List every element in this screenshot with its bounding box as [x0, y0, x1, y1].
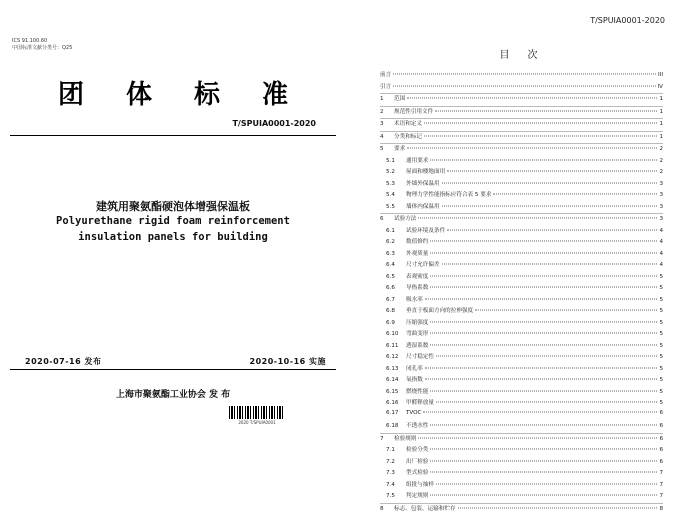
toc-leader-dots: [423, 411, 657, 412]
toc-entry-label: TVOC: [406, 410, 421, 416]
toc-entry-number: 7.3: [386, 470, 406, 476]
toc-entry[interactable]: [380, 143, 663, 156]
toc-leader-dots: [430, 344, 657, 345]
toc-entry-label: 表观密度: [406, 272, 428, 280]
toc-leader-dots: [430, 425, 657, 426]
toc-entry-label: 垂直于板面方向的拉伸强度: [406, 306, 473, 314]
toc-entry-number: 7.4: [386, 482, 406, 488]
ccs-code: 中国标准文献分类号：Q25: [12, 45, 72, 52]
toc-entry-number: 6: [380, 216, 394, 222]
title-char: 标: [194, 74, 220, 111]
toc-entry[interactable]: [380, 295, 663, 307]
toc-entry-page: 6: [659, 447, 663, 453]
toc-leader-dots: [393, 74, 656, 75]
toc-entry-number: 3: [380, 121, 394, 127]
toc-entry[interactable]: [380, 410, 663, 422]
document-title-chinese: 建筑用聚氨酯硬泡体增强保温板: [0, 198, 346, 214]
toc-entry-number: 1: [380, 96, 394, 102]
toc-entry-page: 1: [659, 96, 663, 102]
toc-entry[interactable]: [380, 70, 663, 82]
document-title-english: Polyurethane rigid foam reinforcement insulation panels for building: [30, 213, 316, 245]
title-char: 准: [262, 74, 288, 111]
toc-entry-number: 5.2: [386, 169, 406, 175]
barcode-text: 2020 T/SPUIA0001: [229, 420, 285, 425]
title-char: 体: [126, 74, 152, 111]
toc-entry-number: 5.3: [386, 181, 406, 187]
toc-entry[interactable]: [380, 352, 663, 364]
toc-entry[interactable]: [380, 167, 663, 179]
toc-leader-dots: [475, 310, 657, 311]
toc-entry[interactable]: [380, 179, 663, 191]
toc-entry-number: 6.6: [386, 285, 406, 291]
toc-entry-page: 5: [659, 331, 663, 337]
toc-entry[interactable]: [380, 237, 663, 249]
cover-page: [0, 0, 346, 472]
toc-entry-label: 氧指数: [406, 375, 423, 383]
toc-leader-dots: [430, 159, 657, 160]
toc-leader-dots: [425, 298, 658, 299]
toc-entry-label: 判定规则: [406, 491, 428, 499]
toc-entry-page: 8: [659, 506, 663, 512]
divider: [10, 369, 336, 370]
toc-entry-page: 2: [659, 146, 663, 152]
toc-entry-page: 4: [659, 262, 663, 268]
toc-entry-label: 术语和定义: [394, 119, 422, 127]
standard-type-title: [58, 74, 288, 111]
toc-entry-page: 6: [659, 436, 663, 442]
toc-entry-page: 1: [659, 109, 663, 115]
toc-leader-dots: [430, 495, 657, 496]
toc-entry-number: 6.9: [386, 320, 406, 326]
toc-entry[interactable]: [380, 82, 663, 94]
toc-entry-page: 3: [659, 181, 663, 187]
toc-entry-page: 5: [659, 297, 663, 303]
toc-entry-label: 标志、包装、运输和贮存: [394, 504, 456, 512]
toc-entry-label: 甲醛释放量: [406, 398, 434, 406]
toc-leader-dots: [447, 171, 657, 172]
toc-entry-number: 4: [380, 134, 394, 140]
toc-entry[interactable]: [380, 445, 663, 457]
toc-entry-label: 外墙外保温用: [406, 179, 440, 187]
barcode-image: [229, 406, 285, 419]
toc-entry-number: 6.3: [386, 251, 406, 257]
toc-leader-dots: [430, 333, 657, 334]
toc-entry-number: 6.10: [386, 331, 406, 337]
toc-leader-dots: [442, 205, 658, 206]
toc-entry-page: IV: [658, 84, 663, 90]
toc-entry-label: 吸水率: [406, 295, 423, 303]
toc-entry-page: 5: [659, 308, 663, 314]
toc-entry-label: 型式检验: [406, 468, 428, 476]
toc-entry[interactable]: [380, 318, 663, 330]
toc-entry-number: 7.1: [386, 447, 406, 453]
toc-entry-page: 3: [659, 216, 663, 222]
toc-entry[interactable]: [380, 156, 663, 168]
toc-entry-page: 5: [659, 354, 663, 360]
toc-entry[interactable]: [380, 387, 663, 399]
toc-entry-number: 6.17: [386, 410, 406, 416]
toc-entry[interactable]: [380, 93, 663, 106]
toc-leader-dots: [407, 98, 657, 99]
toc-entry[interactable]: [380, 480, 663, 492]
toc-leader-dots: [436, 356, 657, 357]
toc-entry-label: 通用要求: [406, 156, 428, 164]
publisher: 上海市聚氨酯工业协会 发 布: [0, 387, 346, 400]
toc-entry-label: 范围: [394, 94, 405, 102]
toc-entry-number: 6.2: [386, 239, 406, 245]
toc-entry-label: 导热系数: [406, 283, 428, 291]
toc-entry[interactable]: [380, 213, 663, 226]
toc-entry-page: 6: [659, 410, 663, 416]
toc-entry-label: 出厂检验: [406, 457, 428, 465]
toc-leader-dots: [442, 182, 658, 183]
toc-entry-number: 5: [380, 146, 394, 152]
toc-entry-page: 6: [659, 459, 663, 465]
contents-page: [346, 0, 691, 472]
toc-entry-label: 墙体内保温用: [406, 202, 440, 210]
toc-entry[interactable]: [380, 341, 663, 353]
toc-entry-number: 2: [380, 109, 394, 115]
toc-entry[interactable]: [380, 283, 663, 295]
toc-entry-page: 2: [659, 158, 663, 164]
toc-entry-label: 组批与抽样: [406, 480, 434, 488]
toc-entry-label: 尺寸稳定性: [406, 352, 434, 360]
toc-leader-dots: [436, 402, 657, 403]
toc-entry-page: 7: [659, 470, 663, 476]
toc-entry-page: 4: [659, 228, 663, 234]
divider: [10, 135, 336, 136]
toc-entry-label: 弯曲变形: [406, 329, 428, 337]
toc-entry[interactable]: [380, 421, 663, 433]
toc-entry-number: 7.2: [386, 459, 406, 465]
toc-leader-dots: [430, 449, 657, 450]
toc-entry-label: 压缩强度: [406, 318, 428, 326]
toc-leader-dots: [458, 507, 658, 508]
toc-entry-label: 试验环境及条件: [406, 226, 445, 234]
toc-entry-page: 1: [659, 134, 663, 140]
toc-entry[interactable]: [380, 272, 663, 284]
toc-entry[interactable]: [380, 375, 663, 387]
toc-entry-label: 引言: [380, 82, 391, 90]
toc-entry-number: 6.12: [386, 354, 406, 360]
implementation-date: 2020-10-16 实施: [250, 356, 326, 367]
toc-entry-number: 6.13: [386, 366, 406, 372]
toc-leader-dots: [430, 241, 657, 242]
toc-leader-dots: [393, 85, 655, 86]
toc-entry-number: 6.14: [386, 377, 406, 383]
toc-entry-label: 分类和标记: [394, 132, 422, 140]
toc-entry-label: 要求: [394, 144, 405, 152]
toc-entry-page: 5: [659, 389, 663, 395]
toc-entry-label: 闭孔率: [406, 364, 423, 372]
toc-entry-number: 6.8: [386, 308, 406, 314]
toc-entry-number: 6.15: [386, 389, 406, 395]
standard-code-header: T/SPUIA0001-2020: [590, 16, 665, 25]
toc-leader-dots: [430, 252, 657, 253]
toc-leader-dots: [430, 460, 657, 461]
toc-entry-number: 7.5: [386, 493, 406, 499]
toc-entry-page: 5: [659, 366, 663, 372]
toc-entry-label: 不透水性: [406, 421, 428, 429]
toc-entry-number: 6.18: [386, 423, 406, 429]
toc-entry[interactable]: [380, 226, 663, 238]
toc-entry[interactable]: [380, 503, 663, 515]
toc-entry-number: 5.1: [386, 158, 406, 164]
toc-entry-page: III: [658, 72, 663, 78]
toc-entry-label: 前言: [380, 70, 391, 78]
toc-entry-page: 5: [659, 285, 663, 291]
toc-entry-label: 试验方法: [394, 214, 416, 222]
toc-leader-dots: [418, 437, 657, 438]
toc-entry-label: 透湿系数: [406, 341, 428, 349]
toc-entry-number: 6.16: [386, 400, 406, 406]
toc-entry-page: 2: [659, 169, 663, 175]
toc-entry-number: 6.1: [386, 228, 406, 234]
toc-entry-number: 6.4: [386, 262, 406, 268]
toc-entry-page: 5: [659, 377, 663, 383]
toc-entry-number: 7: [380, 436, 394, 442]
toc-leader-dots: [425, 367, 658, 368]
toc-leader-dots: [435, 110, 657, 111]
toc-entry[interactable]: [380, 190, 663, 202]
table-of-contents: [380, 70, 663, 515]
toc-entry-page: 6: [659, 423, 663, 429]
toc-entry-page: 7: [659, 493, 663, 499]
toc-entry-page: 5: [659, 320, 663, 326]
toc-entry-label: 规范性引用文件: [394, 107, 433, 115]
toc-entry-number: 6.5: [386, 274, 406, 280]
toc-entry-label: 屋面和楼地面用: [406, 167, 445, 175]
toc-leader-dots: [430, 287, 657, 288]
ics-code: ICS 91.100.60: [12, 38, 47, 45]
toc-title: 目次: [346, 46, 691, 61]
toc-entry[interactable]: [380, 118, 663, 131]
toc-leader-dots: [442, 264, 658, 265]
toc-entry[interactable]: [380, 249, 663, 261]
toc-leader-dots: [447, 229, 657, 230]
toc-leader-dots: [430, 321, 657, 322]
toc-entry-page: 1: [659, 121, 663, 127]
toc-entry[interactable]: [380, 491, 663, 503]
toc-entry[interactable]: [380, 202, 663, 214]
toc-entry-number: 5.4: [386, 192, 406, 198]
toc-entry-number: 6.11: [386, 343, 406, 349]
toc-entry[interactable]: [380, 398, 663, 410]
toc-entry-label: 外观质量: [406, 249, 428, 257]
toc-entry-page: 4: [659, 251, 663, 257]
toc-leader-dots: [493, 194, 657, 195]
toc-entry-page: 5: [659, 343, 663, 349]
toc-entry[interactable]: [380, 433, 663, 446]
toc-entry-page: 7: [659, 482, 663, 488]
toc-leader-dots: [436, 483, 657, 484]
toc-entry-number: 6.7: [386, 297, 406, 303]
toc-entry-page: 4: [659, 239, 663, 245]
toc-entry-label: 物理力学性能指标应符合表 5 要求: [406, 190, 491, 198]
toc-entry-label: 检验规则: [394, 434, 416, 442]
toc-entry-page: 3: [659, 204, 663, 210]
toc-leader-dots: [430, 390, 657, 391]
toc-entry[interactable]: [380, 306, 663, 318]
toc-leader-dots: [430, 275, 657, 276]
toc-entry[interactable]: [380, 457, 663, 469]
toc-entry[interactable]: [380, 260, 663, 272]
toc-entry-page: 5: [659, 274, 663, 280]
toc-leader-dots: [407, 148, 657, 149]
toc-leader-dots: [418, 218, 657, 219]
toc-leader-dots: [424, 123, 657, 124]
toc-entry-label: 尺寸允许偏差: [406, 260, 440, 268]
standard-code: T/SPUIA0001-2020: [232, 119, 316, 128]
toc-entry-page: 5: [659, 400, 663, 406]
toc-entry-label: 数值修约: [406, 237, 428, 245]
toc-entry-label: 燃烧性能: [406, 387, 428, 395]
toc-entry[interactable]: [380, 106, 663, 119]
toc-leader-dots: [424, 135, 657, 136]
toc-entry[interactable]: [380, 468, 663, 480]
toc-entry[interactable]: [380, 364, 663, 376]
toc-leader-dots: [425, 379, 658, 380]
toc-entry-number: 8: [380, 506, 394, 512]
toc-entry[interactable]: [380, 329, 663, 341]
toc-entry[interactable]: [380, 131, 663, 144]
toc-entry-number: 5.5: [386, 204, 406, 210]
title-char: 团: [58, 74, 84, 111]
toc-entry-page: 3: [659, 192, 663, 198]
publication-date: 2020-07-16 发布: [25, 356, 101, 367]
toc-entry-label: 检验分类: [406, 445, 428, 453]
